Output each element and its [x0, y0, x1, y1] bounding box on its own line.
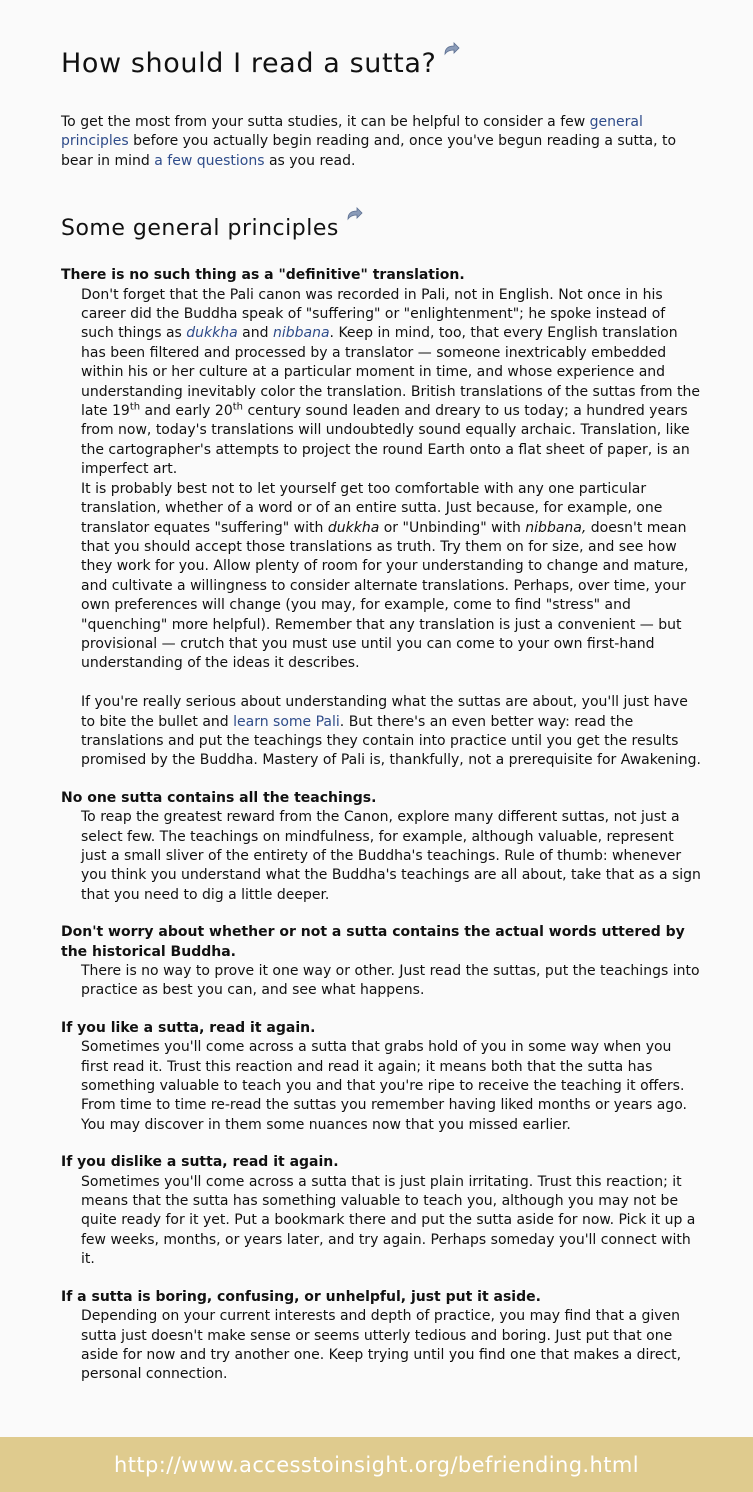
- principle-paragraph: It is probably best not to let yourself get too comfortable with any one particular translation, whether of a word or of an entire sutta. Just because, for example, one translator equates "suffering" with dukkha or "Unbinding" with nibbana, doesn't mean that you should accept those translations as truth. Try them on for size, and see how they work for you. Allow plenty of room for your understanding to change and mature, and cultivate a willingness to consider alternate translations. Perhaps, over time, your own preferences will change (you may, for example, come to find "stress" and "quenching" more helpful). Remember that any translation is just a convenient — but provisional — crutch that you must use until you can come to your own first-hand understanding of the ideas it describes.: [81, 480, 689, 672]
- back-to-top-icon[interactable]: [442, 40, 460, 58]
- principle-paragraph: If you're really serious about understanding what the suttas are about, you'll just have to bite the bullet and learn some Pali. But there's an even better way: read the translations and put the teachings they contain into practice until you get the results promised by the Buddha. Mastery of Pali is, thankfully, not a prerequisite for Awakening.: [81, 694, 701, 769]
- principle-description: To reap the greatest reward from the Canon, explore many different suttas, not just a select few. The teachings on mindfulness, for example, although valuable, represent just a small sliver of the entirety of the Buddha's teachings. Rule of thumb: whenever you think you understand what the Buddha's teachings are all about, take that as a sign that you need to dig a little deeper.: [81, 809, 701, 903]
- intro-paragraph: To get the most from your sutta studies, it can be helpful to consider a few general principles before you actually begin reading and, once you've begun reading a sutta, to bear in mind a few questions as you read.: [61, 114, 677, 169]
- principle-term: There is no such thing as a "definitive" translation.: [61, 267, 465, 284]
- principle-description: Depending on your current interests and depth of practice, you may find that a given sutta just doesn't make sense or seems utterly tedious and boring. Just put that one aside for now and try another one. Keep trying until you find one that makes a direct, personal connection.: [81, 1308, 682, 1383]
- principle-description: [81, 286, 701, 771]
- principle-term: If you dislike a sutta, read it again.: [61, 1154, 339, 1171]
- article: [61, 40, 701, 1403]
- principle-description: There is no way to prove it one way or other. Just read the suttas, put the teachings into practice as best you can, and see what happens.: [81, 963, 700, 999]
- page-title-text: How should I read a sutta?: [61, 48, 437, 79]
- page-title: [61, 40, 701, 85]
- few-questions-link[interactable]: a few questions: [154, 152, 265, 169]
- principle-description: Sometimes you'll come across a sutta that is just plain irritating. Trust this reaction; it means that the sutta has something valuable to teach you, although you may not be quite ready for it yet. Put a bookmark there and put the sutta aside for now. Pick it up a few weeks, months, or years later, and try again. Perhaps someday you'll connect with it.: [81, 1173, 696, 1268]
- back-to-top-icon[interactable]: [345, 205, 363, 223]
- principle-description: Sometimes you'll come across a sutta that grabs hold of you in some way when you first read it. Trust this reaction and read it again; it means both that the sutta has something valuable to teach you and that you're ripe to receive the teaching it offers. From time to time re-read the suttas you remember having liked months or years ago. You may discover in them some nuances now that you missed earlier.: [81, 1039, 687, 1133]
- principle-term: No one sutta contains all the teachings.: [61, 789, 377, 806]
- principles-list: [61, 266, 701, 1385]
- section-heading: [61, 205, 701, 246]
- nibbana-link[interactable]: nibbana: [272, 325, 330, 342]
- source-footer: [0, 1437, 753, 1492]
- principle-term: If you like a sutta, read it again.: [61, 1019, 316, 1036]
- source-url: http://www.accesstoinsight.org/befriending.html: [114, 1452, 639, 1477]
- dukkha-link[interactable]: dukkha: [186, 325, 238, 342]
- principle-paragraph: Don't forget that the Pali canon was recorded in Pali, not in English. Not once in his career did the Buddha speak of "suffering" or "enlightenment"; he spoke instead of such things as dukkha and nibbana. Keep in mind, too, that every English translation has been filtered and processed by a translator — someone inextricably embedded within his or her culture at a particular moment in time, and whose experience and understanding inevitably color the translation. British translations of the suttas from the late 19th and early 20th century sound leaden and dreary to us today; a hundred years from now, today's translations will undoubtedly sound equally archaic. Translation, like the cartographer's attempts to project the round Earth onto a flat sheet of paper, is an imperfect art.: [81, 286, 700, 478]
- principle-term: If a sutta is boring, confusing, or unhelpful, just put it aside.: [61, 1288, 541, 1305]
- principle-term: Don't worry about whether or not a sutta contains the actual words uttered by the historical Buddha.: [61, 924, 685, 960]
- section-heading-text: Some general principles: [61, 216, 339, 242]
- learn-pali-link[interactable]: learn some Pali: [233, 713, 340, 730]
- general-principles-link[interactable]: general principles: [61, 114, 643, 150]
